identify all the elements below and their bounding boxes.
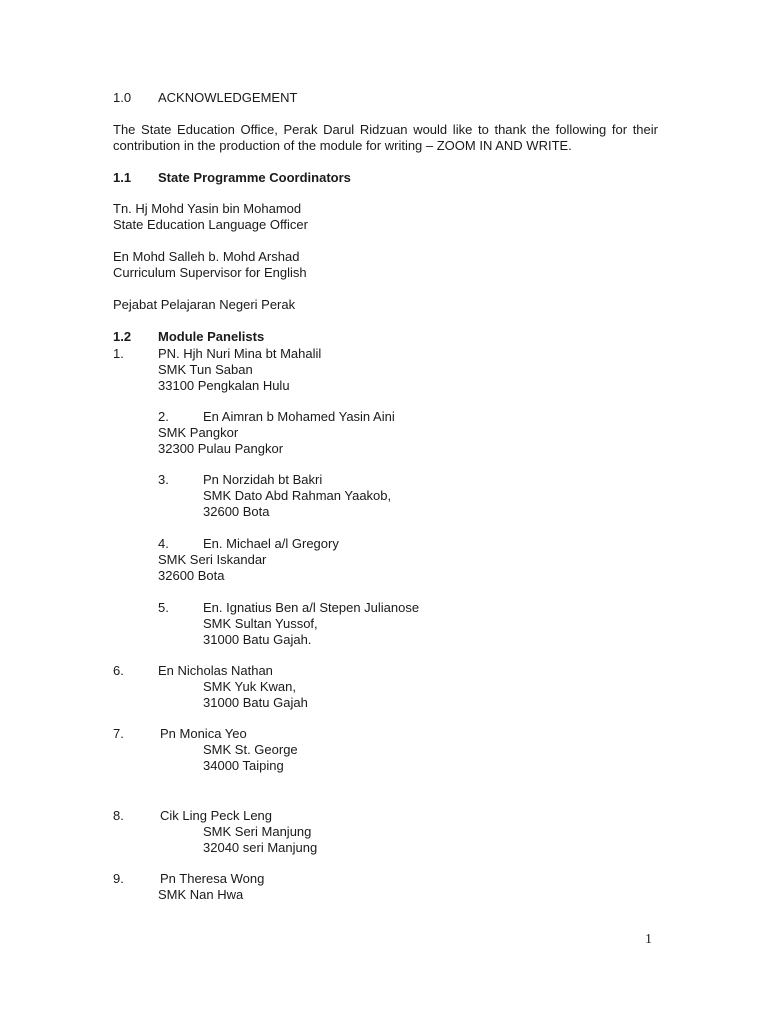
panelist-name: Pn Monica Yeo xyxy=(160,726,247,741)
heading-number: 1.0 xyxy=(113,90,132,105)
panelist-number: 2. xyxy=(158,409,169,424)
panelist-address: 32040 seri Manjung xyxy=(203,840,318,855)
section-1-1-title: State Programme Coordinators xyxy=(158,170,351,185)
section-1-2-title: Module Panelists xyxy=(158,329,265,344)
panelist-address: 31000 Batu Gajah. xyxy=(203,632,312,647)
panelist-number: 5. xyxy=(158,600,169,615)
panelist-address: 31000 Batu Gajah xyxy=(203,695,308,710)
section-1-1-number: 1.1 xyxy=(113,170,132,185)
panelist-address: 34000 Taiping xyxy=(203,758,284,773)
panelist-school: SMK Sultan Yussof, xyxy=(203,616,318,631)
panelist-name: En Nicholas Nathan xyxy=(158,663,273,678)
heading-title: ACKNOWLEDGEMENT xyxy=(158,90,298,105)
page-number: 1 xyxy=(645,932,652,947)
panelist-school: SMK Dato Abd Rahman Yaakob, xyxy=(203,488,392,503)
panelist-address: 32300 Pulau Pangkor xyxy=(158,441,284,456)
panelist-number: 3. xyxy=(158,472,169,487)
panelist-address: 33100 Pengkalan Hulu xyxy=(158,378,290,393)
panelist-address: 32600 Bota xyxy=(158,568,225,583)
panelist-number: 7. xyxy=(113,726,124,741)
intro-paragraph: The State Education Office, Perak Darul Ridzuan would like to thank the following for their contribution in the production of the module for writing – ZOOM IN AND WRITE. xyxy=(113,122,658,153)
panelist-school: SMK Seri Manjung xyxy=(203,824,312,839)
office-name: Pejabat Pelajaran Negeri Perak xyxy=(113,297,296,312)
coordinator-name: Tn. Hj Mohd Yasin bin Mohamod xyxy=(113,201,302,216)
panelist-name: Cik Ling Peck Leng xyxy=(160,808,273,823)
section-1-2-number: 1.2 xyxy=(113,329,132,344)
panelist-number: 9. xyxy=(113,871,124,886)
panelist-school: SMK Pangkor xyxy=(158,425,239,440)
coordinator-role: State Education Language Officer xyxy=(113,217,308,232)
panelist-name: En. Michael a/l Gregory xyxy=(203,536,339,551)
panelist-school: SMK Tun Saban xyxy=(158,362,253,377)
panelist-number: 4. xyxy=(158,536,169,551)
panelist-school: SMK Yuk Kwan, xyxy=(203,679,296,694)
panelist-number: 8. xyxy=(113,808,124,823)
panelist-address: 32600 Bota xyxy=(203,504,270,519)
panelist-name: PN. Hjh Nuri Mina bt Mahalil xyxy=(158,346,322,361)
panelist-name: En. Ignatius Ben a/l Stepen Julianose xyxy=(203,600,420,615)
panelist-name: En Aimran b Mohamed Yasin Aini xyxy=(203,409,395,424)
panelist-school: SMK Nan Hwa xyxy=(158,887,244,902)
panelist-number: 1. xyxy=(113,346,124,361)
coordinator-name: En Mohd Salleh b. Mohd Arshad xyxy=(113,249,300,264)
panelist-name: Pn Theresa Wong xyxy=(160,871,265,886)
panelist-school: SMK St. George xyxy=(203,742,298,757)
panelist-school: SMK Seri Iskandar xyxy=(158,552,267,567)
panelist-number: 6. xyxy=(113,663,124,678)
coordinator-role: Curriculum Supervisor for English xyxy=(113,265,307,280)
panelist-name: Pn Norzidah bt Bakri xyxy=(203,472,323,487)
